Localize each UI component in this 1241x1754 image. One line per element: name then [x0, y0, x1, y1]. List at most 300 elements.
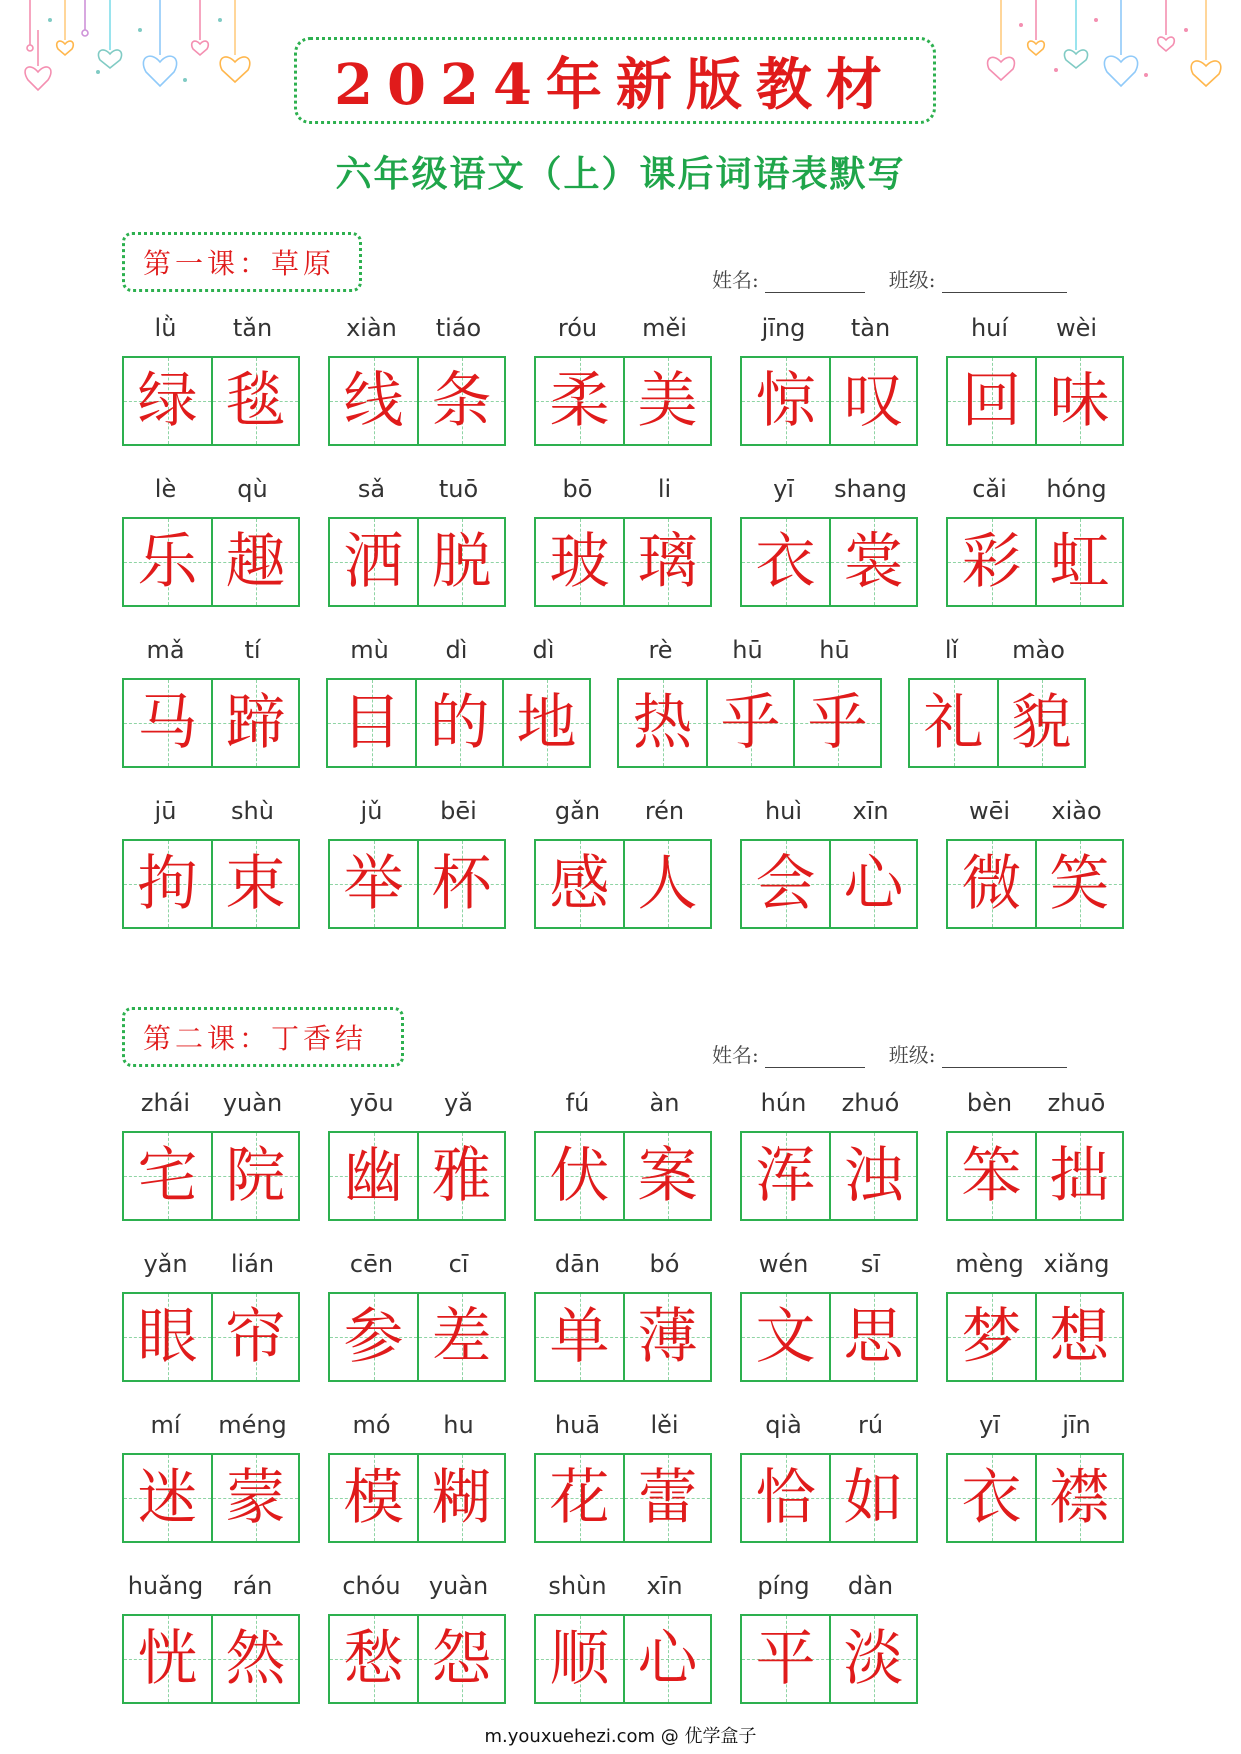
tianzige-cell: [1035, 1294, 1122, 1380]
word-item: [122, 471, 300, 632]
pinyin-row: [328, 471, 506, 517]
word-item: [740, 793, 918, 954]
hanzi-character: 蕾: [637, 1463, 698, 1533]
pinyin-row: [534, 1568, 712, 1614]
tianzige-cell: [417, 358, 504, 444]
pinyin-text: zhái: [140, 1089, 191, 1117]
pinyin-text: àn: [649, 1089, 680, 1117]
hanzi-character: 微: [961, 849, 1022, 919]
hanzi-character: 平: [755, 1624, 816, 1694]
tianzige-cell: [742, 1616, 829, 1702]
page-subtitle: 六年级语文（上）课后词语表默写: [335, 154, 906, 195]
word-item: [946, 1246, 1124, 1407]
tianzige-cell: [793, 680, 880, 766]
hanzi-character: 束: [225, 849, 286, 919]
tianzige-cell: [330, 1294, 417, 1380]
hanzi-character: 梦: [961, 1302, 1022, 1372]
class-field[interactable]: [889, 264, 1067, 293]
word-row: [122, 1085, 1122, 1246]
hanzi-character: 心: [843, 849, 904, 919]
tianzige-cell: [623, 358, 710, 444]
hanzi-character: 趣: [225, 527, 286, 597]
tianzige-cell: [417, 841, 504, 927]
pinyin-text: cī: [448, 1250, 469, 1278]
pinyin-text: wén: [758, 1250, 809, 1278]
tianzige-cell: [1035, 519, 1122, 605]
hanzi-character: 蹄: [225, 688, 286, 758]
pinyin-text: dān: [554, 1250, 601, 1278]
hanzi-character: 蒙: [225, 1463, 286, 1533]
word-item: [328, 1407, 506, 1568]
writing-grid: [122, 839, 300, 929]
pinyin-text: xīn: [646, 1572, 683, 1600]
hanzi-character: 璃: [637, 527, 698, 597]
pinyin-text: rán: [232, 1572, 273, 1600]
pinyin-text: dì: [445, 636, 468, 664]
hanzi-character: 柔: [549, 366, 610, 436]
pinyin-row: [946, 1407, 1124, 1453]
word-row: [122, 1246, 1122, 1407]
pinyin-text: lè: [154, 475, 177, 503]
pinyin-text: li: [657, 475, 672, 503]
hanzi-character: 拘: [137, 849, 198, 919]
tianzige-cell: [619, 680, 706, 766]
name-field[interactable]: [712, 1039, 865, 1068]
hanzi-character: 感: [549, 849, 610, 919]
tianzige-cell: [330, 358, 417, 444]
pinyin-text: shù: [231, 797, 274, 825]
hanzi-character: 浑: [755, 1141, 816, 1211]
word-item: [534, 1246, 712, 1407]
tianzige-cell: [948, 1133, 1035, 1219]
class-label: 班级:: [888, 1043, 936, 1067]
hanzi-character: 想: [1049, 1302, 1110, 1372]
pinyin-text: mèng: [955, 1250, 1024, 1278]
hanzi-character: 玻: [549, 527, 610, 597]
pinyin-text: hū: [819, 636, 850, 664]
tianzige-cell: [623, 1133, 710, 1219]
hanzi-character: 味: [1049, 366, 1110, 436]
pinyin-row: [740, 1246, 918, 1292]
pinyin-text: qù: [237, 475, 268, 503]
writing-grid: [326, 678, 591, 768]
pinyin-text: yī: [773, 475, 794, 503]
word-item: [328, 1085, 506, 1246]
word-item: [122, 1085, 300, 1246]
pinyin-text: mù: [350, 636, 389, 664]
tianzige-cell: [124, 1294, 211, 1380]
hanzi-character: 顺: [549, 1624, 610, 1694]
tianzige-cell: [623, 519, 710, 605]
hanzi-character: 参: [343, 1302, 404, 1372]
word-item: [740, 1085, 918, 1246]
pinyin-text: bó: [649, 1250, 680, 1278]
hanzi-character: 毯: [225, 366, 286, 436]
word-item: [946, 471, 1124, 632]
name-label: 姓名:: [712, 1043, 759, 1067]
word-item: [908, 632, 1086, 793]
tianzige-cell: [1035, 1455, 1122, 1541]
hanging-hearts-decoration-left: [10, 0, 260, 120]
hanzi-character: 愁: [343, 1624, 404, 1694]
word-item: [946, 1085, 1124, 1246]
hanzi-character: 乐: [137, 527, 198, 597]
pinyin-text: lǜ: [154, 314, 177, 342]
pinyin-row: [740, 1568, 918, 1614]
writing-grid: [122, 1614, 300, 1704]
pinyin-text: zhuō: [1047, 1089, 1106, 1117]
hanzi-character: 单: [549, 1302, 610, 1372]
pinyin-text: shang: [834, 475, 907, 503]
pinyin-row: [740, 310, 918, 356]
hanzi-character: 心: [637, 1624, 698, 1694]
writing-grid: [534, 1453, 712, 1543]
pinyin-text: píng: [757, 1572, 810, 1600]
tianzige-cell: [536, 1294, 623, 1380]
class-blank-line[interactable]: [942, 1049, 1067, 1068]
tianzige-cell: [742, 1294, 829, 1380]
writing-grid: [740, 1131, 918, 1221]
tianzige-cell: [211, 841, 298, 927]
writing-grid: [122, 1131, 300, 1221]
tianzige-cell: [623, 1294, 710, 1380]
lesson-label: 第一课：草原: [122, 232, 362, 292]
footer-watermark: m.youxuehezi.com @ 优学盒子: [484, 1726, 757, 1747]
pinyin-text: mǎ: [146, 636, 185, 664]
pinyin-text: sī: [860, 1250, 881, 1278]
writing-grid: [122, 678, 300, 768]
word-rows: [122, 310, 1122, 954]
pinyin-row: [122, 1246, 300, 1292]
writing-grid: [946, 1292, 1124, 1382]
tianzige-cell: [330, 841, 417, 927]
tianzige-cell: [948, 1294, 1035, 1380]
word-row: [122, 310, 1122, 471]
hanzi-character: 人: [637, 849, 698, 919]
writing-grid: [328, 1131, 506, 1221]
hanzi-character: 笑: [1049, 849, 1110, 919]
pinyin-text: cēn: [349, 1250, 394, 1278]
hanzi-character: 热: [632, 688, 693, 758]
hanzi-character: 杯: [431, 849, 492, 919]
pinyin-text: bō: [562, 475, 593, 503]
word-row: [122, 793, 1122, 954]
tianzige-cell: [623, 1455, 710, 1541]
tianzige-cell: [1035, 358, 1122, 444]
student-info: [712, 1039, 1067, 1068]
pinyin-text: huǎng: [127, 1572, 204, 1600]
tianzige-cell: [829, 841, 916, 927]
tianzige-cell: [829, 1455, 916, 1541]
tianzige-cell: [124, 1455, 211, 1541]
hanzi-character: 彩: [961, 527, 1022, 597]
tianzige-cell: [536, 1616, 623, 1702]
word-item: [740, 1246, 918, 1407]
hanzi-character: 思: [843, 1302, 904, 1372]
hanzi-character: 宅: [137, 1141, 198, 1211]
tianzige-cell: [330, 1616, 417, 1702]
pinyin-text: fú: [565, 1089, 590, 1117]
tianzige-cell: [211, 1133, 298, 1219]
word-item: [534, 310, 712, 471]
tianzige-cell: [706, 680, 793, 766]
title-banner: [294, 37, 936, 124]
hanzi-character: 马: [137, 688, 198, 758]
pinyin-row: [946, 310, 1124, 356]
pinyin-text: huí: [970, 314, 1009, 342]
writing-grid: [122, 356, 300, 446]
tianzige-cell: [330, 1133, 417, 1219]
writing-grid: [740, 1453, 918, 1543]
word-item: [328, 1246, 506, 1407]
tianzige-cell: [829, 1294, 916, 1380]
hanzi-character: 薄: [637, 1302, 698, 1372]
lesson-label: 第二课：丁香结: [122, 1007, 404, 1067]
tianzige-cell: [124, 358, 211, 444]
page-title: 2024年新版教材: [334, 51, 896, 118]
writing-grid: [946, 356, 1124, 446]
tianzige-cell: [1035, 841, 1122, 927]
word-item: [534, 1085, 712, 1246]
name-blank-line[interactable]: [765, 274, 865, 293]
writing-grid: [740, 356, 918, 446]
writing-grid: [617, 678, 882, 768]
hanzi-character: 眼: [137, 1302, 198, 1372]
writing-grid: [122, 1453, 300, 1543]
pinyin-text: hū: [732, 636, 763, 664]
pinyin-text: mào: [1012, 636, 1065, 664]
name-blank-line[interactable]: [765, 1049, 865, 1068]
tianzige-cell: [211, 519, 298, 605]
pinyin-row: [534, 471, 712, 517]
hanzi-character: 洒: [343, 527, 404, 597]
writing-grid: [534, 1292, 712, 1382]
word-item: [122, 1407, 300, 1568]
pinyin-text: rú: [857, 1411, 884, 1439]
pinyin-text: méng: [218, 1411, 287, 1439]
writing-grid: [122, 517, 300, 607]
pinyin-text: shùn: [548, 1572, 607, 1600]
pinyin-text: bèn: [966, 1089, 1013, 1117]
pinyin-row: [122, 1085, 300, 1131]
word-item: [617, 632, 882, 793]
hanzi-character: 帘: [225, 1302, 286, 1372]
pinyin-text: lǐ: [944, 636, 959, 664]
pinyin-text: xiào: [1051, 797, 1102, 825]
word-item: [328, 1568, 506, 1729]
name-label: 姓名:: [712, 268, 759, 292]
tianzige-cell: [997, 680, 1084, 766]
word-item: [122, 310, 300, 471]
pinyin-text: xīn: [852, 797, 889, 825]
pinyin-text: hu: [443, 1411, 474, 1439]
pinyin-text: jīng: [761, 314, 806, 342]
pinyin-text: jīn: [1062, 1411, 1091, 1439]
pinyin-row: [328, 1568, 506, 1614]
word-item: [326, 632, 591, 793]
word-item: [534, 471, 712, 632]
writing-grid: [328, 517, 506, 607]
pinyin-text: mí: [150, 1411, 181, 1439]
writing-grid: [740, 839, 918, 929]
tianzige-cell: [742, 1133, 829, 1219]
pinyin-text: xiǎng: [1043, 1250, 1110, 1278]
writing-grid: [946, 1453, 1124, 1543]
hanzi-character: 恰: [755, 1463, 816, 1533]
word-item: [534, 1568, 712, 1729]
tianzige-cell: [211, 1616, 298, 1702]
pinyin-row: [946, 471, 1124, 517]
tianzige-cell: [330, 1455, 417, 1541]
pinyin-text: yǎn: [143, 1250, 188, 1278]
tianzige-cell: [328, 680, 415, 766]
hanzi-character: 院: [225, 1141, 286, 1211]
hanzi-character: 迷: [137, 1463, 198, 1533]
class-blank-line[interactable]: [942, 274, 1067, 293]
writing-grid: [328, 1292, 506, 1382]
pinyin-text: sǎ: [357, 475, 386, 503]
tianzige-cell: [829, 1133, 916, 1219]
word-row: [122, 632, 1122, 793]
writing-grid: [534, 517, 712, 607]
writing-grid: [740, 517, 918, 607]
hanzi-character: 目: [341, 688, 402, 758]
pinyin-text: rè: [648, 636, 673, 664]
pinyin-row: [908, 632, 1086, 678]
pinyin-text: gǎn: [554, 797, 601, 825]
pinyin-row: [534, 1246, 712, 1292]
hanzi-character: 浊: [843, 1141, 904, 1211]
word-item: [740, 1407, 918, 1568]
pinyin-text: měi: [642, 314, 687, 342]
hanzi-character: 回: [961, 366, 1022, 436]
hanzi-character: 虹: [1049, 527, 1110, 597]
pinyin-text: yǎ: [444, 1089, 473, 1117]
pinyin-text: tàn: [850, 314, 891, 342]
pinyin-row: [122, 632, 300, 678]
writing-grid: [740, 1292, 918, 1382]
word-item: [122, 632, 300, 793]
pinyin-row: [326, 632, 591, 678]
tianzige-cell: [948, 1455, 1035, 1541]
hanzi-character: 模: [343, 1463, 404, 1533]
pinyin-row: [946, 1246, 1124, 1292]
writing-grid: [328, 1614, 506, 1704]
tianzige-cell: [948, 841, 1035, 927]
pinyin-text: chóu: [342, 1572, 401, 1600]
pinyin-text: lián: [230, 1250, 275, 1278]
hanzi-character: 条: [431, 366, 492, 436]
tianzige-cell: [211, 680, 298, 766]
hanzi-character: 伏: [549, 1141, 610, 1211]
student-info: [712, 264, 1067, 293]
tianzige-cell: [124, 680, 211, 766]
word-item: [328, 471, 506, 632]
hanzi-character: 雅: [431, 1141, 492, 1211]
tianzige-cell: [417, 1294, 504, 1380]
hanzi-character: 会: [755, 849, 816, 919]
pinyin-row: [534, 1085, 712, 1131]
word-item: [534, 793, 712, 954]
class-field[interactable]: [889, 1039, 1067, 1068]
pinyin-row: [617, 632, 882, 678]
pinyin-row: [740, 1085, 918, 1131]
tianzige-cell: [623, 1616, 710, 1702]
pinyin-text: tuō: [438, 475, 479, 503]
writing-grid: [534, 1614, 712, 1704]
word-item: [740, 310, 918, 471]
word-row: [122, 1568, 1122, 1729]
pinyin-row: [534, 793, 712, 839]
pinyin-text: mó: [352, 1411, 391, 1439]
pinyin-text: cǎi: [972, 475, 1007, 503]
hanzi-character: 乎: [720, 688, 781, 758]
hanzi-character: 衣: [755, 527, 816, 597]
hanzi-character: 乎: [807, 688, 868, 758]
pinyin-text: huì: [764, 797, 803, 825]
word-row: [122, 1407, 1122, 1568]
hanzi-character: 礼: [923, 688, 984, 758]
pinyin-row: [328, 1085, 506, 1131]
tianzige-cell: [742, 519, 829, 605]
pinyin-text: jǔ: [360, 797, 383, 825]
word-item: [740, 471, 918, 632]
word-item: [534, 1407, 712, 1568]
pinyin-row: [534, 310, 712, 356]
pinyin-text: huā: [554, 1411, 601, 1439]
word-item: [740, 1568, 918, 1729]
name-field[interactable]: [712, 264, 865, 293]
tianzige-cell: [536, 841, 623, 927]
pinyin-text: lěi: [650, 1411, 679, 1439]
hanzi-character: 拙: [1049, 1141, 1110, 1211]
writing-grid: [122, 1292, 300, 1382]
writing-grid: [328, 356, 506, 446]
pinyin-row: [740, 1407, 918, 1453]
tianzige-cell: [124, 1133, 211, 1219]
hanzi-character: 淡: [843, 1624, 904, 1694]
tianzige-cell: [417, 519, 504, 605]
tianzige-cell: [124, 841, 211, 927]
tianzige-cell: [502, 680, 589, 766]
pinyin-text: wèi: [1055, 314, 1098, 342]
pinyin-row: [534, 1407, 712, 1453]
pinyin-row: [946, 1085, 1124, 1131]
hanzi-character: 裳: [843, 527, 904, 597]
hanzi-character: 美: [637, 366, 698, 436]
tianzige-cell: [910, 680, 997, 766]
pinyin-text: hún: [760, 1089, 807, 1117]
pinyin-text: róu: [557, 314, 598, 342]
pinyin-text: yī: [979, 1411, 1000, 1439]
word-item: [946, 1407, 1124, 1568]
word-item: [122, 1246, 300, 1407]
tianzige-cell: [948, 358, 1035, 444]
tianzige-cell: [124, 1616, 211, 1702]
hanzi-character: 花: [549, 1463, 610, 1533]
writing-grid: [534, 356, 712, 446]
pinyin-text: hóng: [1046, 475, 1107, 503]
hanzi-character: 惊: [755, 366, 816, 436]
word-rows: [122, 1085, 1122, 1729]
writing-grid: [534, 839, 712, 929]
pinyin-text: xiàn: [346, 314, 397, 342]
class-label: 班级:: [888, 268, 936, 292]
tianzige-cell: [415, 680, 502, 766]
tianzige-cell: [829, 358, 916, 444]
tianzige-cell: [536, 358, 623, 444]
tianzige-cell: [536, 1455, 623, 1541]
